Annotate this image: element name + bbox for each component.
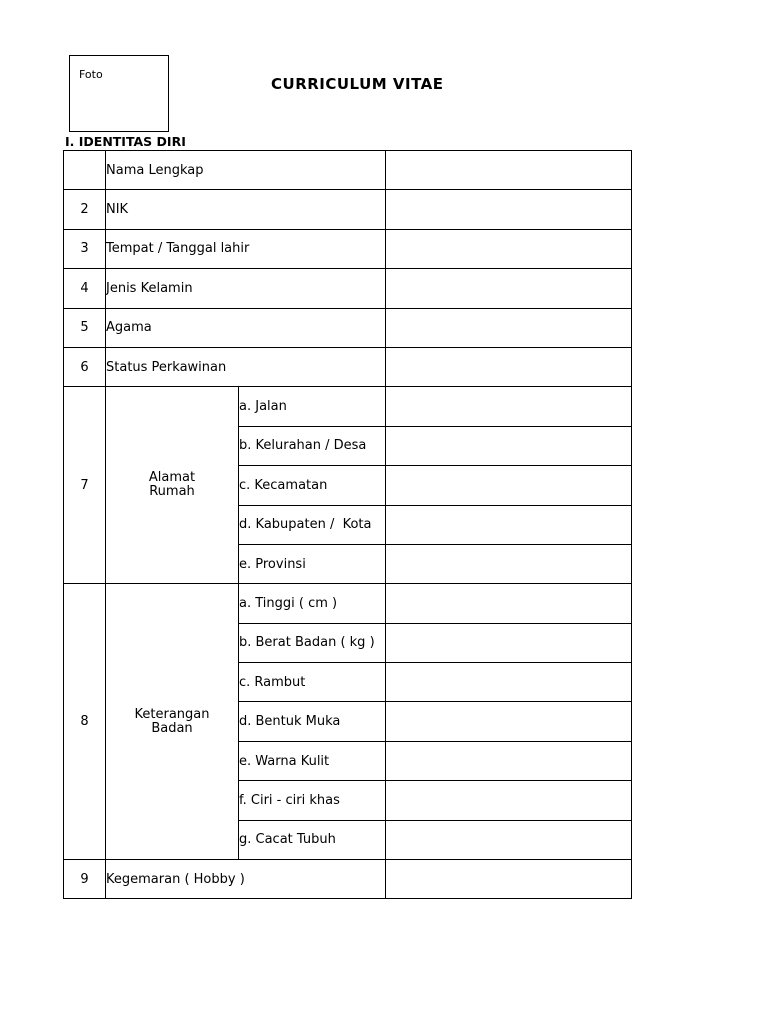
row-number: 5 (64, 308, 106, 347)
field-value-hair[interactable] (386, 663, 632, 702)
field-value-religion[interactable] (386, 308, 632, 347)
row-number (64, 151, 106, 190)
table-row (64, 387, 632, 426)
field-label-village: b. Kelurahan / Desa (239, 426, 386, 465)
page-title: CURRICULUM VITAE (271, 75, 444, 93)
field-label-province: e. Provinsi (239, 544, 386, 583)
table-row (64, 229, 632, 268)
field-label-disability: g. Cacat Tubuh (239, 820, 386, 859)
row-number: 9 (64, 860, 106, 899)
field-label-gender: Jenis Kelamin (106, 269, 386, 308)
group-label-line: Alamat (148, 470, 196, 486)
field-value-district[interactable] (386, 466, 632, 505)
table-row (64, 347, 632, 386)
table-row (64, 308, 632, 347)
group-label-line: Keterangan (134, 706, 210, 722)
group-label-line: Badan (151, 720, 193, 736)
table-row (64, 151, 632, 190)
row-number: 2 (64, 190, 106, 229)
field-value-regency[interactable] (386, 505, 632, 544)
field-label-face-shape: d. Bentuk Muka (239, 702, 386, 741)
field-value-street[interactable] (386, 387, 632, 426)
field-value-height[interactable] (386, 584, 632, 623)
table-row (64, 584, 632, 623)
field-label-hobby: Kegemaran ( Hobby ) (106, 860, 386, 899)
table-row (64, 860, 632, 899)
field-value-nik[interactable] (386, 190, 632, 229)
field-value-full-name[interactable] (386, 151, 632, 190)
field-value-disability[interactable] (386, 820, 632, 859)
field-label-hair: c. Rambut (239, 663, 386, 702)
field-value-birth[interactable] (386, 229, 632, 268)
photo-box (69, 55, 169, 132)
field-label-district: c. Kecamatan (239, 466, 386, 505)
field-value-hobby[interactable] (386, 860, 632, 899)
field-value-village[interactable] (386, 426, 632, 465)
row-number: 7 (64, 387, 106, 584)
row-number: 6 (64, 347, 106, 386)
field-label-religion: Agama (106, 308, 386, 347)
field-label-marital-status: Status Perkawinan (106, 347, 386, 386)
field-label-weight: b. Berat Badan ( kg ) (239, 623, 386, 662)
table-row (64, 190, 632, 229)
identity-table (63, 150, 632, 899)
field-value-skin-color[interactable] (386, 741, 632, 780)
field-value-weight[interactable] (386, 623, 632, 662)
field-value-gender[interactable] (386, 269, 632, 308)
group-label-address (106, 387, 239, 584)
field-label-skin-color: e. Warna Kulit (239, 741, 386, 780)
field-value-province[interactable] (386, 544, 632, 583)
row-number: 8 (64, 584, 106, 860)
row-number: 3 (64, 229, 106, 268)
section-title-identity: I. IDENTITAS DIRI (65, 134, 186, 149)
field-label-regency: d. Kabupaten / Kota (239, 505, 386, 544)
group-label-body-info (106, 584, 239, 860)
field-value-marital-status[interactable] (386, 347, 632, 386)
field-label-street: a. Jalan (239, 387, 386, 426)
field-label-full-name: Nama Lengkap (106, 151, 386, 190)
field-label-birth: Tempat / Tanggal lahir (106, 229, 386, 268)
field-value-special-marks[interactable] (386, 781, 632, 820)
photo-label: Foto (79, 68, 103, 81)
field-label-special-marks: f. Ciri - ciri khas (239, 781, 386, 820)
row-number: 4 (64, 269, 106, 308)
table-row (64, 269, 632, 308)
field-label-height: a. Tinggi ( cm ) (239, 584, 386, 623)
field-label-nik: NIK (106, 190, 386, 229)
field-value-face-shape[interactable] (386, 702, 632, 741)
group-label-line: Rumah (149, 484, 195, 500)
